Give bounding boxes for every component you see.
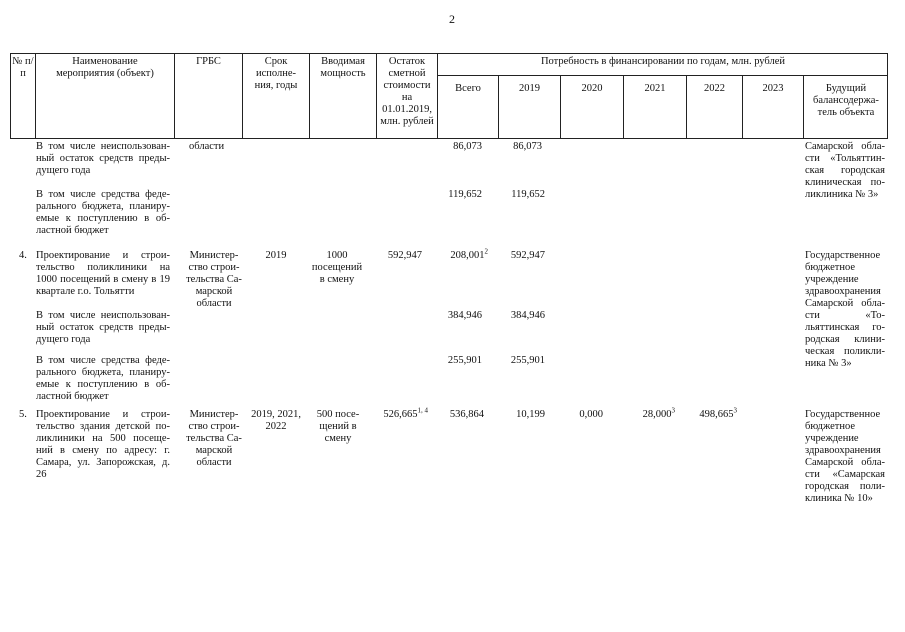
- row2-2019: 119,652: [511, 189, 545, 200]
- header-2023: 2023: [762, 83, 784, 94]
- row3-num: 4.: [19, 250, 27, 261]
- header-num: № п/п: [12, 56, 34, 79]
- row1-grbs: области: [189, 141, 225, 152]
- row5-2019: 255,901: [510, 355, 545, 366]
- header-2021: 2021: [644, 83, 666, 94]
- table-header: [10, 53, 888, 139]
- row4-name: В том числе неиспользован-ный остаток средств преды-дущего года: [36, 310, 170, 345]
- header-total: Всего: [455, 83, 481, 94]
- row3-2019: 592,947: [510, 250, 545, 261]
- row6-2021: 28,000$^3$: [642, 406, 675, 420]
- row3-period: 2019: [265, 250, 287, 261]
- row6-2022: 498,665$^3$: [699, 406, 737, 420]
- row1-total: 86,073: [453, 141, 482, 152]
- row4-2019: 384,946: [510, 310, 545, 321]
- header-capacity: Вводимая мощность: [320, 56, 366, 79]
- header-name: Наименование мероприятия (объект): [56, 56, 154, 79]
- row1-name: В том числе неиспользован-ный остаток средств преды-дущего года: [36, 141, 170, 176]
- row1-2019: 86,073: [513, 141, 542, 152]
- row3-remainder: 592,947: [387, 250, 422, 261]
- header-holder: Будущий балансодержа-тель объекта: [813, 83, 879, 118]
- header-2022: 2022: [704, 83, 725, 94]
- row6-total: 536,864: [449, 409, 484, 420]
- row6-name: Проектирование и строи-тельство здания детской по-ликлиники на 500 посеще-ний в смену по адресу: г. Самара, ул. Запорожская, д. 26: [36, 409, 170, 480]
- row5-name: В том числе средства феде-рального бюджета, планиру-емые к поступлению в об-ластной бюджет: [36, 355, 170, 402]
- row1-holder: Самарской обла-сти «Тольяттин-ская городская клиническая по-ликлиника № 3»: [805, 141, 885, 200]
- row4-total: 384,946: [447, 310, 482, 321]
- page-number: 2: [449, 12, 455, 26]
- row3-grbs: Министер-ство строи-тельства Са-марской области: [186, 250, 242, 309]
- row6-2019: 10,199: [516, 409, 545, 420]
- header-remainder: Остаток сметной стоимости на 01.01.2019, млн. рублей: [380, 56, 434, 127]
- row6-grbs: Министер-ство строи-тельства Са-марской области: [186, 409, 242, 468]
- row6-holder: Государственное бюджетное учреждение здравоохранения Самарской обла-сти «Самарская городская поли-клиника № 10»: [805, 409, 885, 504]
- row6-2020: 0,000: [579, 409, 603, 420]
- header-2020: 2020: [581, 83, 603, 94]
- row3-total: 208,001$^2$: [450, 247, 488, 261]
- header-need: Потребность в финансировании по годам, млн. рублей: [540, 56, 786, 67]
- row5-total: 255,901: [447, 355, 482, 366]
- row2-total: 119,652: [448, 189, 482, 200]
- row6-period: 2019, 2021, 2022: [251, 409, 301, 432]
- row2-name: В том числе средства феде-рального бюджета, планиру-емые к поступлению в об-ластной бюджет: [36, 189, 170, 236]
- row3-holder: Государственное бюджетное учреждение здравоохранения Самарской обла-сти «То-льяттинская го-родская клини-ческая поликли-ника № 3»: [805, 250, 885, 369]
- row6-remainder: 526,665$^{1, 4}$: [383, 406, 428, 420]
- row6-num: 5.: [19, 409, 27, 420]
- header-grbs: ГРБС: [196, 56, 221, 67]
- header-2019: 2019: [519, 83, 540, 94]
- row3-capacity: 1000 посещений в смену: [311, 250, 363, 285]
- header-period: Срок исполне-ния, годы: [254, 56, 298, 91]
- row6-capacity: 500 посе-щений в смену: [316, 409, 360, 444]
- row3-name: Проектирование и строи-тельство поликлиники на 1000 посещений в смену в 19 квартале г.о. Тольятти: [36, 250, 170, 297]
